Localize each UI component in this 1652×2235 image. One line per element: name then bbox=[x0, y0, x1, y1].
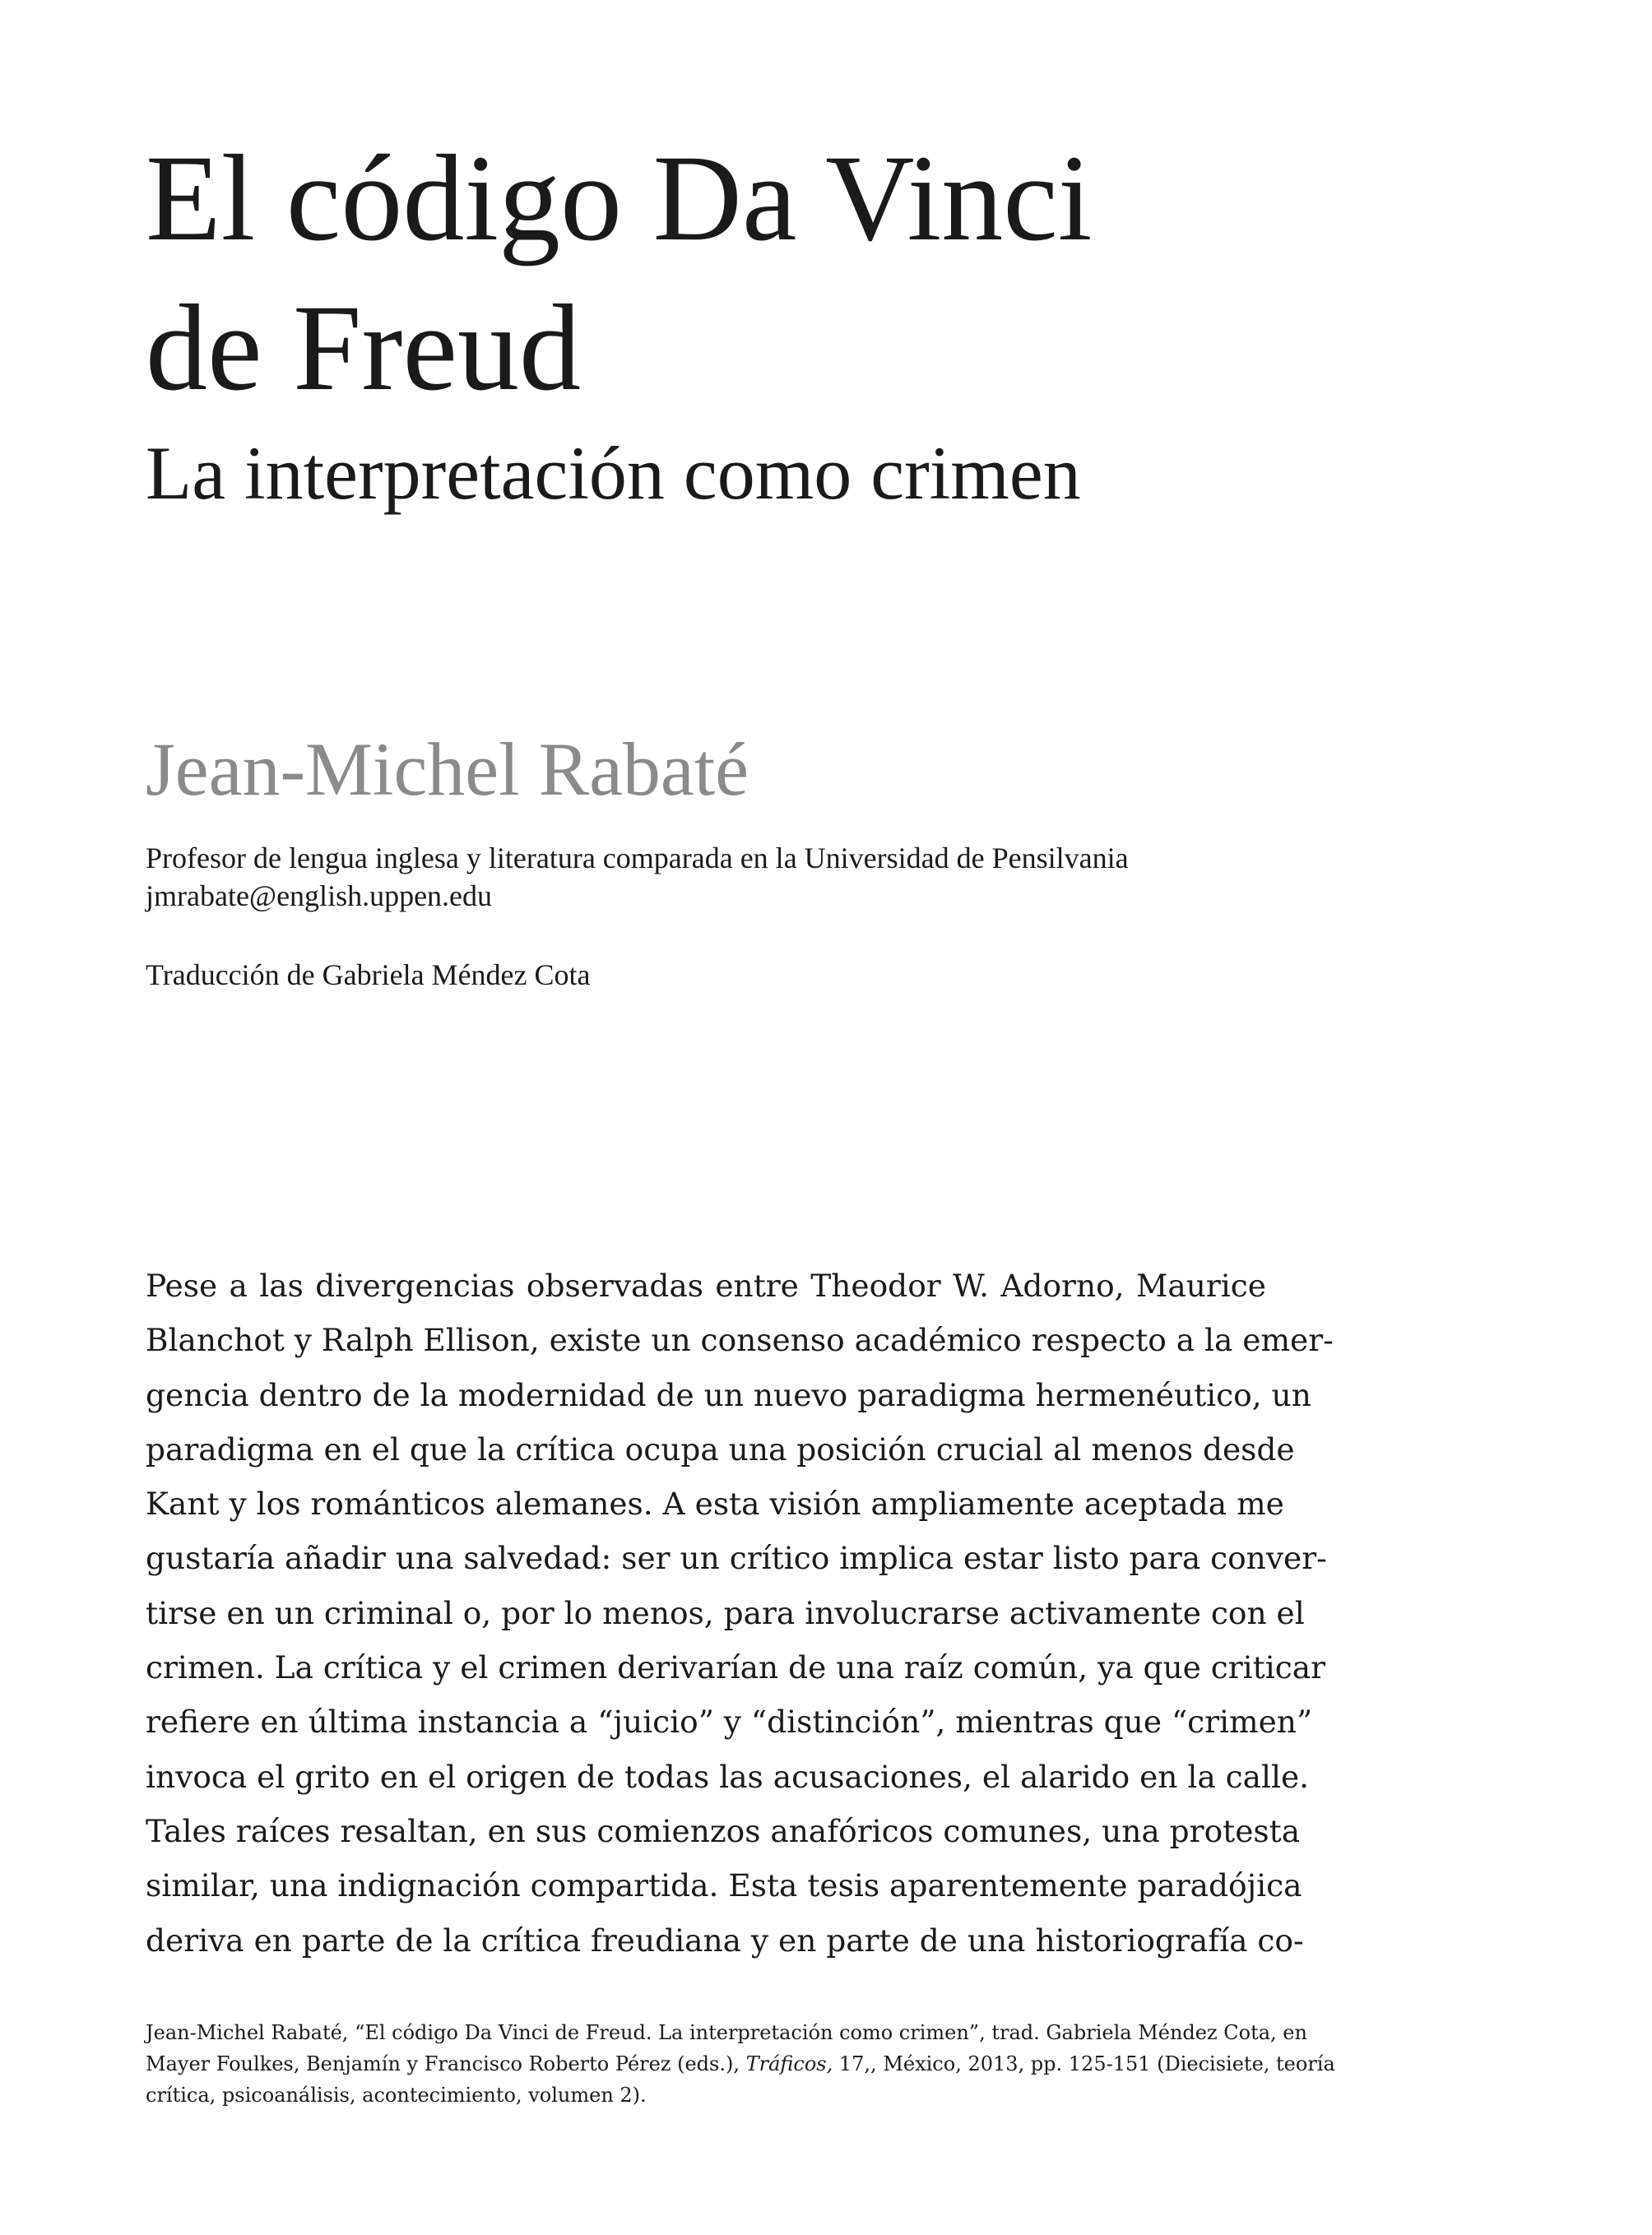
citation-editors: Mayer Foulkes, Benjamín y Francisco Roberto Pérez (eds.), bbox=[146, 2052, 740, 2075]
body-line: Blanchot y Ralph Ellison, existe un consenso académico respecto a la emer- bbox=[146, 1322, 1334, 1359]
body-line: Tales raíces resaltan, en sus comienzos anafóricos comunes, una protesta bbox=[146, 1812, 1301, 1849]
article-title bbox=[146, 123, 1093, 423]
author-affiliation: Profesor de lengua inglesa y literatura comparada en la Universidad de Pensilvania bbox=[146, 842, 1129, 874]
article-subtitle: La interpretación como crimen bbox=[146, 431, 1081, 515]
citation-line-3: crítica, psicoanálisis, acontecimiento, volumen 2). bbox=[146, 2084, 647, 2107]
body-line: invoca el grito en el origen de todas las acusaciones, el alarido en la calle. bbox=[146, 1758, 1310, 1795]
author-name: Jean-Michel Rabaté bbox=[146, 727, 749, 811]
body-line: tirse en un criminal o, por lo menos, para involucrarse activamente con el bbox=[146, 1594, 1305, 1631]
citation-line-2 bbox=[146, 2048, 1335, 2080]
article-title-line-2: de Freud bbox=[146, 280, 582, 416]
body-line: similar, una indignación compartida. Esta tesis aparentemente paradójica bbox=[146, 1867, 1302, 1904]
citation-line-1: Jean-Michel Rabaté, “El código Da Vinci de Freud. La interpretación como crimen”, trad. Gabriela Méndez Cota, en bbox=[146, 2021, 1307, 2044]
citation-issue-details: 17,, México, 2013, pp. 125-151 (Diecisiete, teoría bbox=[838, 2052, 1335, 2075]
translator-credit: Traducción de Gabriela Méndez Cota bbox=[146, 958, 591, 991]
body-line: crimen. La crítica y el crimen derivarían de una raíz común, ya que criticar bbox=[146, 1649, 1326, 1686]
author-email: jmrabate@english.uppen.edu bbox=[146, 879, 493, 912]
body-line: gustaría añadir una salvedad: ser un crítico implica estar listo para conver- bbox=[146, 1540, 1327, 1577]
body-line: Kant y los románticos alemanes. A esta visión ampliamente aceptada me bbox=[146, 1486, 1284, 1523]
author-info bbox=[146, 839, 1129, 915]
body-line: refiere en última instancia a “juicio” y “distinción”, mientras que “crimen” bbox=[146, 1704, 1313, 1741]
citation-footnote bbox=[146, 2017, 1335, 2111]
body-line: Pese a las divergencias observadas entre Theodor W. Adorno, Maurice bbox=[146, 1268, 1266, 1304]
body-line: paradigma en el que la crítica ocupa una posición crucial al menos desde bbox=[146, 1430, 1295, 1468]
body-paragraph bbox=[146, 1259, 1334, 1968]
citation-journal-title: Tráficos, bbox=[745, 2052, 833, 2075]
body-line: gencia dentro de la modernidad de un nuevo paradigma hermenéutico, un bbox=[146, 1376, 1311, 1413]
article-title-line-1: El código Da Vinci bbox=[146, 130, 1093, 267]
body-line: deriva en parte de la crítica freudiana y en parte de una historiografía co- bbox=[146, 1922, 1304, 1959]
